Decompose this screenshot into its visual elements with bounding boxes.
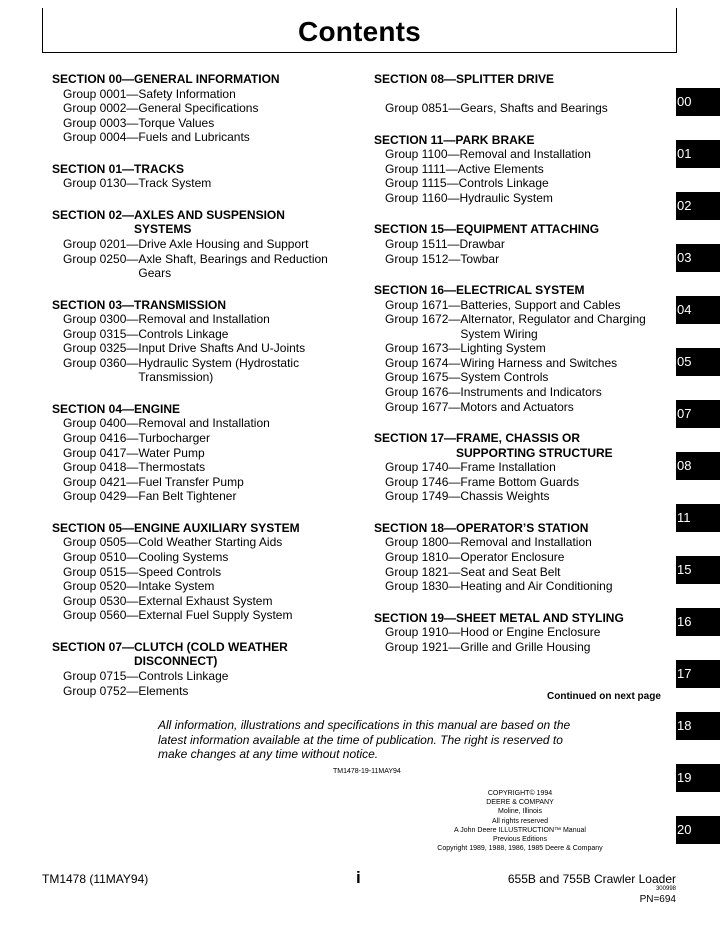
section-heading-line: SECTION 16—ELECTRICAL SYSTEM [374,282,585,297]
group-entry[interactable] [52,550,357,565]
section-tab[interactable]: 01 [676,140,720,168]
group-title: Turbocharger [138,431,210,446]
section-heading-line: SECTION 07—CLUTCH (COLD WEATHER [52,639,288,654]
group-number: Group 1111— [385,161,458,176]
group-number: Group 1810— [385,550,461,565]
group-entry[interactable] [52,594,357,609]
copyright-line: COPYRIGHT© 1994 [487,790,553,797]
toc-section [374,133,674,206]
group-number: Group 0325— [63,341,139,356]
group-title: Controls Linkage [458,176,549,191]
group-entry[interactable] [52,87,357,102]
group-entry[interactable] [52,116,357,131]
copyright-line: Moline, Illinois [498,808,542,816]
group-title: Safety Information [138,86,236,101]
section-tab[interactable]: 04 [676,296,720,324]
page-title: Contents [298,16,421,47]
group-title: Wiring Harness and Switches [460,355,618,370]
group-entry[interactable] [52,608,357,623]
group-title: Fan Belt Tightener [138,489,237,504]
group-entry[interactable] [52,341,357,356]
group-number: Group 1740— [385,460,461,475]
toc-section [52,521,357,623]
group-title: Operator Enclosure [460,550,565,565]
group-number: Group 0250— [63,251,139,266]
section-heading-line: SECTION 15—EQUIPMENT ATTACHING [374,222,600,237]
group-title: Controls Linkage [138,326,229,341]
group-entry[interactable] [52,130,357,145]
group-number: Group 1746— [385,474,461,489]
section-tab[interactable]: 18 [676,712,720,740]
group-title: Elements [138,683,189,698]
section-heading [374,431,674,460]
group-number: Group 0416— [63,431,139,446]
group-title: Instruments and Indicators [460,385,602,400]
group-number: Group 0201— [63,236,139,251]
group-title: Cold Weather Starting Aids [138,535,283,550]
group-entry[interactable] [374,147,674,162]
group-number: Group 1921— [385,639,461,654]
group-number: Group 1675— [385,370,461,385]
group-title: Removal and Installation [138,312,270,327]
group-entry[interactable] [52,176,357,191]
group-title: Motors and Actuators [460,399,574,414]
group-number: Group 0004— [63,130,139,145]
continued-note: Continued on next page [547,691,661,702]
group-entry[interactable] [52,684,357,699]
group-number: Group 0505— [63,535,139,550]
group-title: Lighting System [460,341,546,356]
section-heading-line: SECTION 01—TRACKS [52,161,185,176]
contents-left-column [52,72,357,715]
group-entry[interactable] [52,237,357,252]
group-title: Track System [138,176,212,191]
group-number: Group 0315— [63,326,139,341]
toc-section [374,283,674,414]
title-underline [42,52,677,53]
toc-section [374,72,674,116]
group-number: Group 0715— [63,668,139,683]
group-title: System Controls [460,370,549,385]
group-title: Removal and Installation [138,416,270,431]
group-entry[interactable] [374,625,674,640]
copyright-line: DEERE & COMPANY [486,799,554,807]
group-number: Group 0002— [63,101,139,116]
group-entry[interactable] [52,565,357,580]
section-heading-line: SECTION 11—PARK BRAKE [374,132,535,147]
group-number: Group 0300— [63,312,139,327]
group-number: Group 1749— [385,489,461,504]
section-heading [374,283,674,298]
group-number: Group 0400— [63,416,139,431]
group-entry[interactable] [374,640,674,655]
copyright-line: A John Deere ILLUSTRUCTION™ Manual [454,826,586,834]
group-title: Towbar [460,251,500,266]
group-title: Gears, Shafts and Bearings [460,101,608,116]
section-heading [374,521,674,536]
group-title: Alternator, Regulator and Charging System Wiring [460,312,646,341]
group-title: Hood or Engine Enclosure [460,625,601,640]
group-title: Controls Linkage [138,668,229,683]
group-entry[interactable] [52,669,357,684]
section-tab[interactable]: 00 [676,88,720,116]
group-number: Group 0417— [63,445,139,460]
group-entry[interactable] [374,400,674,415]
group-entry[interactable] [374,356,674,371]
footer-page-number: i [356,868,361,887]
section-heading-line: DISCONNECT) [134,654,218,669]
group-title: Input Drive Shafts And U-Joints [138,341,306,356]
group-title: Hydraulic System [459,190,553,205]
group-entry[interactable] [52,312,357,327]
section-heading-line: SECTION 08—SPLITTER DRIVE [374,72,555,86]
group-number: Group 0130— [63,176,139,191]
group-title: Cooling Systems [138,550,229,565]
section-heading [374,72,674,87]
section-heading [374,133,674,148]
group-number: Group 1910— [385,625,461,640]
footer-product-name: 655B and 755B Crawler Loader [507,872,676,886]
group-number: Group 1673— [385,341,461,356]
copyright-line: All rights reserved [491,817,549,825]
group-number: Group 1511— [385,236,460,251]
group-number: Group 1821— [385,564,461,579]
group-number: Group 0520— [63,579,139,594]
toc-section [52,72,357,145]
group-entry[interactable] [52,101,357,116]
group-entry[interactable] [374,237,674,252]
group-entry[interactable] [52,252,357,281]
footer-manual-id: TM1478 (11MAY94) [42,872,149,886]
group-title: Drive Axle Housing and Support [138,236,309,251]
section-heading [52,208,357,237]
section-tab[interactable]: 19 [676,764,720,792]
group-number: Group 1671— [385,297,461,312]
group-entry[interactable] [374,176,674,191]
group-entry[interactable] [52,475,357,490]
group-title: Drawbar [459,236,505,251]
group-title: Speed Controls [138,564,222,579]
group-title: Torque Values [138,115,215,130]
group-number: Group 0003— [63,115,139,130]
toc-section [374,431,674,504]
section-tab[interactable]: 20 [676,816,720,844]
group-entry[interactable] [374,191,674,206]
group-number: Group 1100— [385,147,460,162]
group-title: Removal and Installation [459,147,591,162]
section-tab[interactable]: 08 [676,452,720,480]
section-tab[interactable]: 02 [676,192,720,220]
group-title: Grille and Grille Housing [460,639,591,654]
group-title: Frame Bottom Guards [460,474,580,489]
group-title: Axle Shaft, Bearings and Reduction Gears [138,251,328,281]
group-title: Removal and Installation [460,535,592,550]
publication-notice: All information, illustrations and specifications in this manual are based on the latest information available at the time of publication. The right is reserved to make changes at any time without notice. [158,718,571,762]
group-entry[interactable] [374,252,674,267]
group-title: Fuels and Lubricants [138,130,250,145]
group-number: Group 1160— [385,190,460,205]
group-title: Intake System [138,579,215,594]
footer-code: 300998 [655,886,676,892]
group-entry[interactable] [374,550,674,565]
section-heading-line: SUPPORTING STRUCTURE [456,445,613,460]
group-title: External Exhaust System [138,593,273,608]
group-title: Active Elements [457,161,544,176]
section-heading-line: SECTION 05—ENGINE AUXILIARY SYSTEM [52,520,300,535]
toc-section [52,298,357,386]
toc-section [374,611,674,655]
copyright-line: Previous Editions [492,836,548,844]
group-number: Group 0360— [63,355,139,370]
toc-section [52,162,357,191]
section-heading [52,640,357,669]
group-number: Group 1830— [385,579,461,594]
group-entry[interactable] [374,460,674,475]
section-heading [52,521,357,536]
toc-section [374,222,674,266]
group-entry[interactable] [52,579,357,594]
group-number: Group 0421— [63,474,139,489]
group-number: Group 1674— [385,355,461,370]
group-number: Group 1672— [385,312,461,327]
group-title: Seat and Seat Belt [460,564,561,579]
group-entry[interactable] [374,312,674,341]
group-number: Group 1512— [385,251,461,266]
group-title: Hydraulic System (Hydrostatic Transmission) [138,355,300,385]
group-entry[interactable] [374,565,674,580]
spacer [374,87,674,102]
group-entry[interactable] [374,475,674,490]
section-heading-line: SYSTEMS [134,222,192,237]
group-entry[interactable] [374,341,674,356]
group-title: Thermostats [138,460,206,475]
group-entry[interactable] [52,356,357,385]
group-entry[interactable] [52,446,357,461]
toc-section [52,208,357,281]
section-heading-line: SECTION 18—OPERATOR’S STATION [374,520,589,535]
group-number: Group 0752— [63,683,139,698]
section-heading-line: SECTION 04—ENGINE [52,401,181,416]
section-heading [374,222,674,237]
toc-section [52,640,357,698]
group-number: Group 0429— [63,489,139,504]
group-number: Group 1800— [385,535,461,550]
tm-code: TM1478-19-11MAY94 [333,768,401,775]
group-entry[interactable] [52,535,357,550]
group-number: Group 1676— [385,385,461,400]
group-number: Group 0418— [63,460,139,475]
section-heading-line: SECTION 00—GENERAL INFORMATION [52,72,280,86]
section-heading [52,402,357,417]
group-title: Fuel Transfer Pump [138,474,244,489]
section-heading [52,162,357,177]
group-number: Group 0001— [63,86,139,101]
contents-right-column [374,72,674,671]
section-heading [374,611,674,626]
group-entry[interactable] [374,489,674,504]
group-title: General Specifications [138,101,259,116]
group-entry[interactable] [374,162,674,177]
group-number: Group 0510— [63,550,139,565]
footer-pn: PN=694 [639,894,676,905]
section-tab[interactable]: 11 [676,504,720,532]
section-heading-line: SECTION 03—TRANSMISSION [52,297,227,312]
group-entry[interactable] [374,298,674,313]
group-number: Group 0515— [63,564,139,579]
group-entry[interactable] [374,579,674,594]
group-title: Heating and Air Conditioning [460,579,613,594]
section-heading [52,72,357,87]
group-title: Chassis Weights [460,489,550,504]
section-tab[interactable]: 17 [676,660,720,688]
group-entry[interactable] [374,385,674,400]
group-entry[interactable] [52,460,357,475]
section-tab[interactable]: 16 [676,608,720,636]
section-heading [52,298,357,313]
group-title: Batteries, Support and Cables [460,297,621,312]
copyright-line: Copyright 1989, 1988, 1986, 1985 Deere & Company [437,845,603,853]
group-number: Group 1677— [385,399,461,414]
group-entry[interactable] [374,370,674,385]
section-tab[interactable]: 05 [676,348,720,376]
section-heading-line: SECTION 02—AXLES AND SUSPENSION [52,207,285,222]
section-heading-line: SECTION 17—FRAME, CHASSIS OR [374,431,581,446]
section-tab[interactable]: 15 [676,556,720,584]
group-entry[interactable] [374,535,674,550]
toc-section [374,521,674,594]
group-number: Group 0560— [63,608,139,623]
section-heading-line: SECTION 19—SHEET METAL AND STYLING [374,610,624,625]
group-entry[interactable] [52,431,357,446]
section-tab[interactable]: 03 [676,244,720,272]
group-title: Water Pump [138,445,205,460]
toc-section [52,402,357,504]
copyright-block [420,789,620,853]
group-number: Group 0530— [63,593,139,608]
group-number: Group 0851— [385,101,461,116]
group-title: External Fuel Supply System [138,608,293,623]
group-number: Group 1115— [385,176,459,191]
group-entry[interactable] [52,327,357,342]
group-entry[interactable] [374,101,674,116]
group-entry[interactable] [52,416,357,431]
section-tab[interactable]: 07 [676,400,720,428]
group-title: Frame Installation [460,460,556,475]
group-entry[interactable] [52,489,357,504]
